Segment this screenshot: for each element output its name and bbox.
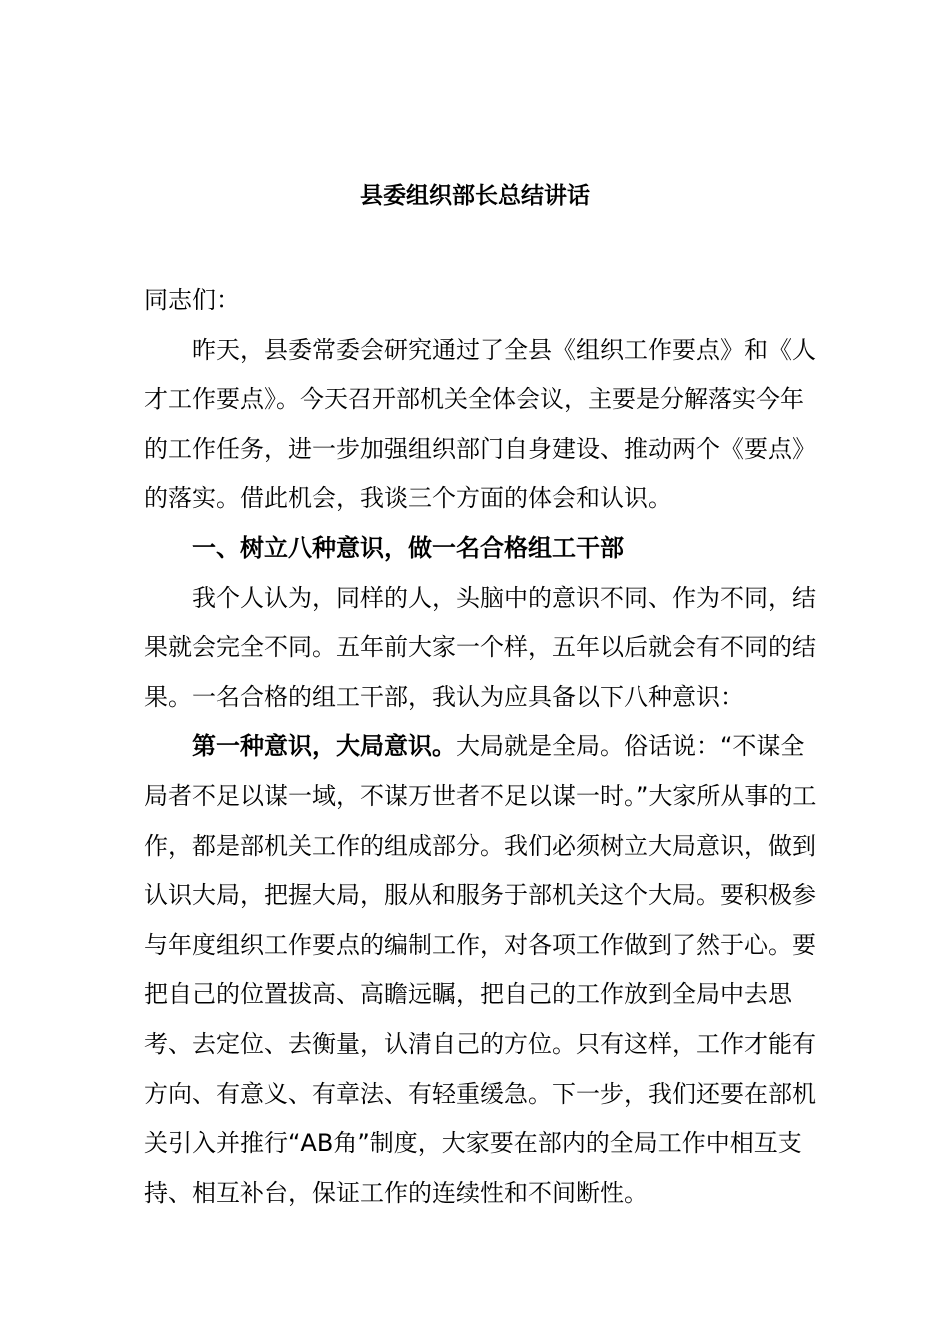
section-1-paragraph: 我个人认为，同样的人，头脑中的意识不同、作为不同，结果就会完全不同。五年前大家一个样，五年以后就会有不同的结果。一名合格的组工干部，我认为应具备以下八种意识： (144, 583, 816, 711)
document-body (144, 276, 820, 1218)
awareness-1-text: 大局就是全局。俗话说：“不谋全局者不足以谋一域，不谋万世者不足以谋一时。”大家所从事的工作，都是部机关工作的组成部分。我们必须树立大局意识，做到认识大局，把握大局，服从和服务于部机关这个大局。要积极参与年度组织工作要点的编制工作，对各项工作做到了然于心。要把自己的位置拔高、高瞻远瞩，把自己的工作放到全局中去思考、去定位、去衡量，认清自己的方位。只有这样，工作才能有方向、有意义、有章法、有轻重缓急。下一步，我们还要在部机关引入并推行“AB角”制度，大家要在部内的全局工作中相互支持、相互补台，保证工作的连续性和不间断性。 (144, 732, 817, 1207)
awareness-1-lead: 第一种意识，大局意识。 (192, 732, 456, 761)
intro-paragraph: 昨天，县委常委会研究通过了全县《组织工作要点》和《人才工作要点》。今天召开部机关全体会议，主要是分解落实今年的工作任务，进一步加强组织部门自身建设、推动两个《要点》的落实。借此机会，我谈三个方面的体会和认识。 (144, 335, 816, 513)
section-heading-1: 一、树立八种意识，做一名合格组工干部 (192, 533, 624, 562)
awareness-1-paragraph (144, 722, 820, 1218)
salutation: 同志们： (144, 286, 240, 314)
document-title: 县委组织部长总结讲话 (360, 183, 590, 209)
